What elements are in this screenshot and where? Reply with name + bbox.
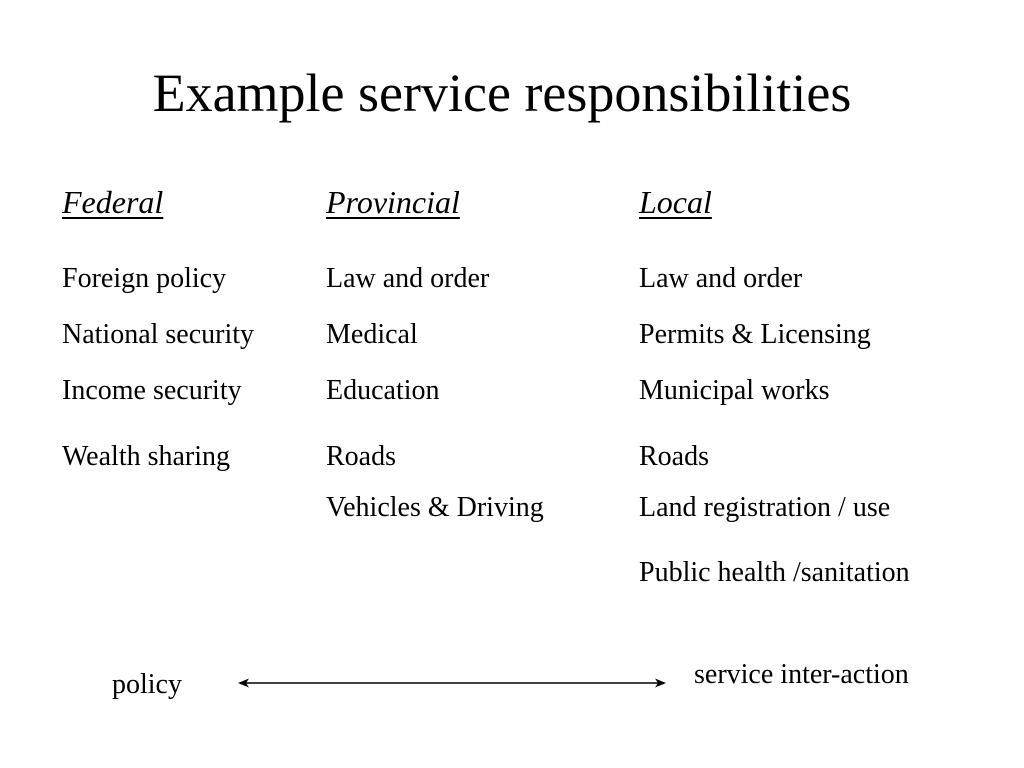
provincial-header: Provincial [326, 184, 460, 220]
provincial-item: Vehicles & Driving [326, 492, 544, 523]
federal-item: Foreign policy [62, 263, 227, 294]
provincial-item: Roads [326, 441, 396, 472]
local-item: Public health /sanitation [639, 557, 910, 588]
federal-header: Federal [62, 184, 164, 220]
provincial-item: Medical [326, 319, 418, 350]
federal-item: Income security [62, 375, 242, 406]
provincial-item: Education [326, 375, 440, 406]
local-item: Land registration / use [639, 492, 891, 523]
local-item: Roads [639, 441, 709, 472]
provincial-item: Law and order [326, 263, 490, 294]
federal-item: National security [62, 319, 255, 350]
local-item: Permits & Licensing [639, 319, 871, 350]
double-arrow-icon [236, 674, 668, 692]
slide-title: Example service responsibilities [152, 63, 852, 123]
service-interaction-label: service inter-action [694, 659, 909, 690]
policy-label: policy [112, 669, 182, 700]
local-header: Local [639, 184, 712, 220]
local-item: Law and order [639, 263, 803, 294]
local-item: Municipal works [639, 375, 830, 406]
federal-item: Wealth sharing [62, 441, 231, 472]
